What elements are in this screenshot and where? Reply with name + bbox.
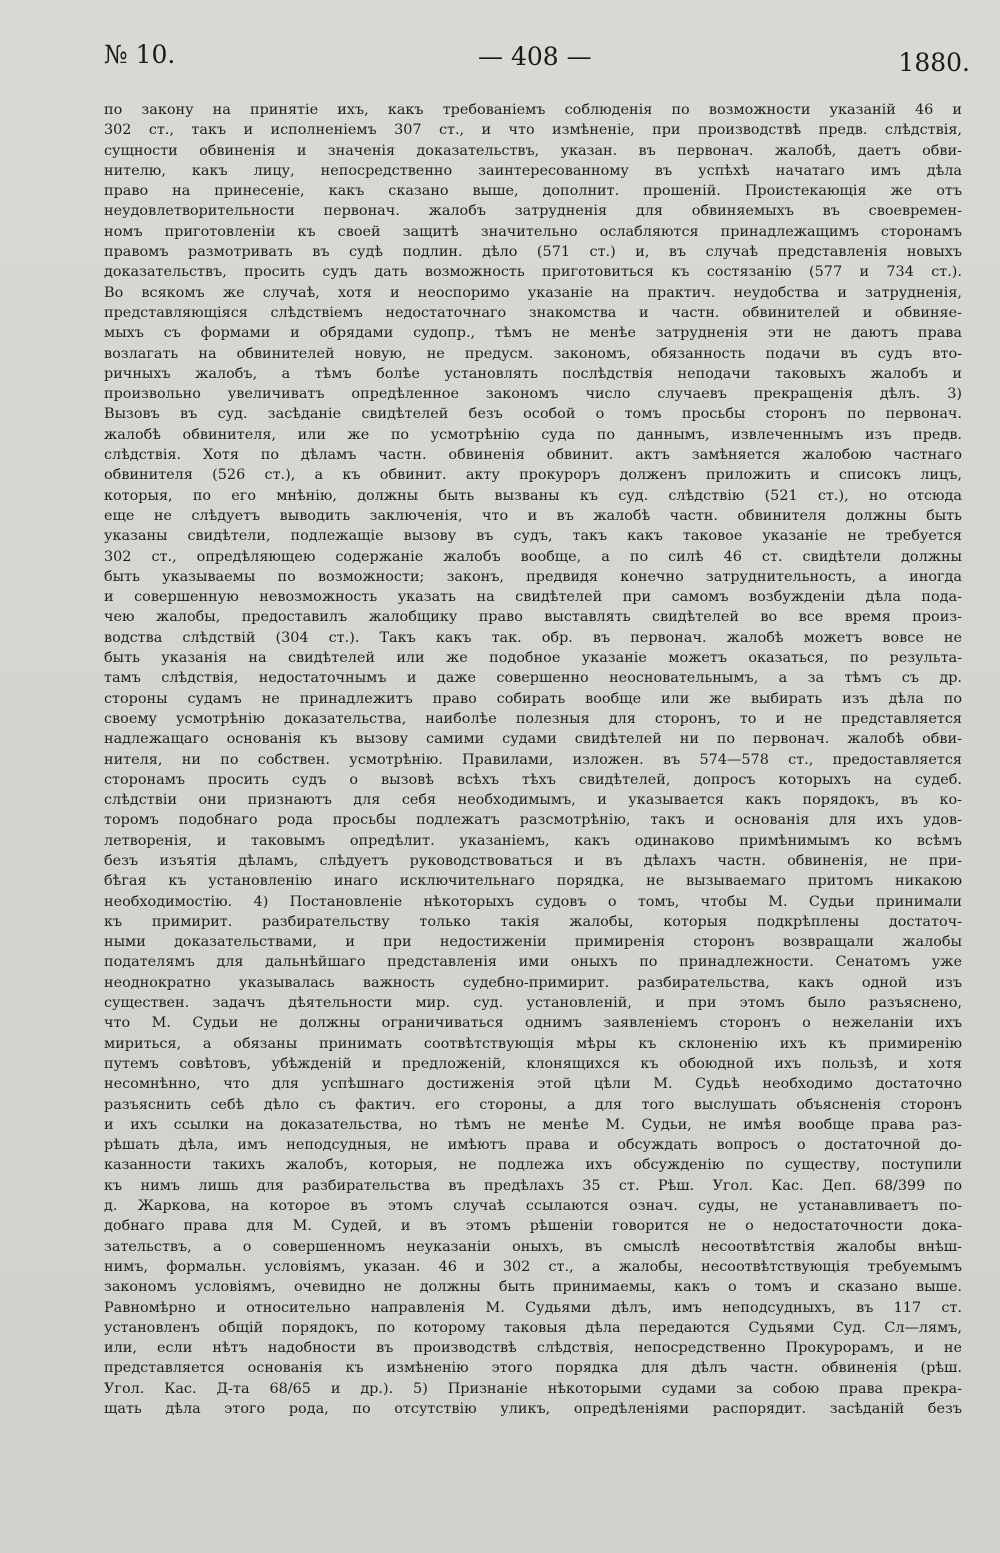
text-line: установленъ общій порядокъ, по которому таковыя дѣла передаются Судьями Суд. Сл—лямъ, bbox=[104, 1319, 962, 1336]
text-line: сущности обвиненія и значенія доказательствъ, указан. въ первонач. жалобѣ, даетъ обви- bbox=[104, 142, 962, 159]
page-number: — 408 — bbox=[478, 42, 592, 71]
text-line: подателямъ для дальнѣйшаго представленія ими оныхъ по принадлежности. Сенатомъ уже bbox=[104, 954, 962, 971]
text-line: торомъ подобнаго рода просьбы подлежатъ разсмотрѣнію, такъ и основанія для ихъ удов- bbox=[104, 812, 962, 829]
text-line: нимъ, формальн. условіямъ, указан. 46 и 302 ст., а жалобы, несоотвѣтствующія требуемымъ bbox=[104, 1258, 962, 1275]
text-line: 302 ст., такъ и исполненіемъ 307 ст., и что измѣненіе, при производствѣ предв. слѣдствія, bbox=[104, 122, 962, 139]
text-line: слѣдствія. Хотя по дѣламъ частн. обвиненія обвинит. актъ замѣняется жалобою частнаго bbox=[104, 447, 962, 464]
text-line: право на принесеніе, какъ сказано выше, дополнит. прошеній. Проистекающія же отъ bbox=[104, 183, 962, 200]
text-line: и совершенную невозможность указать на свидѣтелей при самомъ возбужденіи дѣла пода- bbox=[104, 589, 962, 606]
text-line: ными доказательствами, и при недостиженіи примиренія сторонъ возвращали жалобы bbox=[104, 934, 962, 951]
text-line: мыхъ съ формами и обрядами судопр., тѣмъ не менѣе затрудненія эти не даютъ права bbox=[104, 325, 962, 342]
text-line: рѣшать дѣла, имъ неподсудныя, не имѣютъ права и обсуждать вопросъ о достаточной до- bbox=[104, 1137, 962, 1154]
text-line: сторонамъ просить судъ о вызовѣ всѣхъ тѣхъ свидѣтелей, допросъ которыхъ на судеб. bbox=[104, 771, 962, 788]
text-line: путемъ совѣтовъ, убѣжденій и предложеній, клонящихся къ обоюдной ихъ пользѣ, и хотя bbox=[104, 1055, 962, 1072]
text-line: закономъ условіямъ, очевидно не должны быть принимаемы, какъ о томъ и сказано выше. bbox=[104, 1279, 962, 1296]
text-line: щать дѣла этого рода, по отсутствію уликъ, опредѣленіями распорядит. засѣданій безъ bbox=[104, 1401, 962, 1417]
text-line: представляющіяся слѣдствіемъ недостаточнаго знакомства и частн. обвинителей и обвиняе- bbox=[104, 304, 962, 321]
text-line: по закону на принятіе ихъ, какъ требованіемъ соблюденія по возможности указаній 46 и bbox=[104, 102, 962, 118]
text-line: номъ приготовленіи къ своей защитѣ значительно ослабляются принадлежащимъ сторонамъ bbox=[104, 223, 962, 240]
text-line: къ нимъ лишь для разбирательства въ предѣлахъ 35 ст. Рѣш. Угол. Кас. Деп. 68/399 по bbox=[104, 1177, 962, 1194]
text-line: стороны судамъ не принадлежитъ право собирать вообще или же выбирать изъ дѣла по bbox=[104, 690, 962, 707]
text-line: что М. Судьи не должны ограничиваться однимъ заявленіемъ сторонъ о нежеланіи ихъ bbox=[104, 1015, 962, 1032]
text-line: обвинителя (526 ст.), а къ обвинит. акту прокуроръ долженъ приложить и списокъ лицъ, bbox=[104, 467, 962, 484]
text-line: слѣдствіи они признаютъ для себя необходимымъ, и указывается какъ порядокъ, въ ко- bbox=[104, 792, 962, 809]
text-line: чею жалобы, предоставилъ жалобщику право выставлять свидѣтелей во все время произ- bbox=[104, 609, 962, 626]
issue-number: № 10. bbox=[104, 40, 176, 69]
text-line: доказательствъ, просить судъ дать возможность приготовиться къ состязанію (577 и 734 ст.). bbox=[104, 264, 962, 281]
text-line: необходимостію. 4) Постановленіе нѣкоторыхъ судовъ о томъ, чтобы М. Судьи принимали bbox=[104, 893, 962, 910]
text-line: Равномѣрно и относительно направленія М. Судьями дѣлъ, имъ неподсудныхъ, въ 117 ст. bbox=[104, 1299, 962, 1316]
text-line: летворенія, и таковымъ опредѣлит. указаніемъ, какъ одинаково примѣнимымъ ко всѣмъ bbox=[104, 832, 962, 849]
text-line: надлежащаго основанія къ вызову самими судами свидѣтелей ни по первонач. жалобѣ обви- bbox=[104, 731, 962, 748]
text-line: Во всякомъ же случаѣ, хотя и неоспоримо указаніе на практич. неудобства и затрудненія, bbox=[104, 284, 962, 301]
text-line: представляется основанія къ измѣненію этого порядка для дѣлъ частн. обвиненія (рѣш. bbox=[104, 1360, 962, 1377]
year: 1880. bbox=[898, 48, 970, 77]
text-line: разъяснить себѣ дѣло съ фактич. его стороны, а для того выслушать объясненія сторонъ bbox=[104, 1096, 962, 1113]
text-line: быть указываемы по возможности; законъ, предвидя конечно затруднительность, а иногда bbox=[104, 568, 962, 585]
text-line: безъ изъятія дѣламъ, слѣдуетъ руководствоваться и въ дѣлахъ частн. обвиненія, не при- bbox=[104, 852, 962, 869]
page-header bbox=[104, 40, 970, 100]
text-line: еще не слѣдуетъ выводить заключенія, что и въ жалобѣ частн. обвинителя должны быть bbox=[104, 507, 962, 524]
text-line: добнаго права для М. Судей, и въ этомъ рѣшеніи говорится не о недостаточности дока- bbox=[104, 1218, 962, 1235]
text-line: существен. задачъ дѣятельности мир. суд. установленій, и при этомъ было разъяснено, bbox=[104, 995, 962, 1012]
text-line: Вызовъ въ суд. засѣданіе свидѣтелей безъ особой о томъ просьбы сторонъ по первонач. bbox=[104, 406, 962, 423]
text-line: нителя, ни по собствен. усмотрѣнію. Правилами, изложен. въ 574—578 ст., предоставляется bbox=[104, 751, 962, 768]
text-line: или, если нѣтъ надобности въ производствѣ слѣдствія, непосредственно Прокурорамъ, и не bbox=[104, 1340, 962, 1357]
text-line: 302 ст., опредѣляющею содержаніе жалобъ вообще, а по силѣ 46 ст. свидѣтели должны bbox=[104, 548, 962, 565]
text-line: зательствъ, а о совершенномъ неуказаніи оныхъ, въ смыслѣ несоотвѣтствія жалобы внѣш- bbox=[104, 1238, 962, 1255]
text-line: своему усмотрѣнію доказательства, наиболѣе полезныя для сторонъ, то и не представляется bbox=[104, 710, 962, 727]
text-line: бѣгая къ установленію инаго исключительнаго порядка, не вызываемаго притомъ никакою bbox=[104, 873, 962, 890]
body-text bbox=[104, 100, 962, 1419]
text-line: возлагать на обвинителей новую, не предусм. закономъ, обязанность подачи въ судъ вто- bbox=[104, 345, 962, 362]
text-line: нителю, какъ лицу, непосредственно заинтересованному въ успѣхѣ начатаго имъ дѣла bbox=[104, 162, 962, 179]
text-line: жалобѣ обвинителя, или же по усмотрѣнію суда по даннымъ, извлеченнымъ изъ предв. bbox=[104, 426, 962, 443]
text-line: казанности такихъ жалобъ, которыя, не подлежа ихъ обсужденію по существу, поступили bbox=[104, 1157, 962, 1174]
text-line: произвольно увеличиватъ опредѣленное закономъ число случаевъ прекращенія дѣлъ. 3) bbox=[104, 386, 962, 403]
text-line: неудовлетворительности первонач. жалобъ затрудненія для обвиняемыхъ въ своевремен- bbox=[104, 203, 962, 220]
text-line: и ихъ ссылки на доказательства, но тѣмъ не менѣе М. Судьи, не имѣя вообще права раз- bbox=[104, 1116, 962, 1133]
text-line: тамъ слѣдствія, недостаточнымъ и даже совершенно неосновательнымъ, а за тѣмъ съ др. bbox=[104, 670, 962, 687]
text-line: неоднократно указывалась важность судебно-примирит. разбирательства, какъ одной изъ bbox=[104, 974, 962, 991]
text-line: д. Жаркова, на которое въ этомъ случаѣ ссылаются означ. суды, не устанавливаетъ по- bbox=[104, 1198, 962, 1215]
text-line: быть указанія на свидѣтелей или же подобное указаніе можетъ оказаться, по результа- bbox=[104, 650, 962, 667]
text-line: мириться, а обязаны принимать соотвѣтствующія мѣры къ склоненію ихъ къ примиренію bbox=[104, 1035, 962, 1052]
text-line: которыя, по его мнѣнію, должны быть вызваны къ суд. слѣдствію (521 ст.), но отсюда bbox=[104, 487, 962, 504]
text-line: водства слѣдствій (304 ст.). Такъ какъ так. обр. въ первонач. жалобѣ можетъ вовсе не bbox=[104, 629, 962, 646]
text-line: ричныхъ жалобъ, а тѣмъ болѣе установлять послѣдствія неподачи таковыхъ жалобъ и bbox=[104, 365, 962, 382]
text-line: правомъ размотривать въ судѣ подлин. дѣло (571 ст.) и, въ случаѣ представленія новыхъ bbox=[104, 244, 962, 261]
text-line: Угол. Кас. Д-та 68/65 и др.). 5) Признаніе нѣкоторыми судами за собою права прекра- bbox=[104, 1380, 962, 1397]
text-line: къ примирит. разбирательству только такія жалобы, которыя подкрѣплены достаточ- bbox=[104, 913, 962, 930]
text-line: несомнѣнно, что для успѣшнаго достиженія этой цѣли М. Судьѣ необходимо достаточно bbox=[104, 1076, 962, 1093]
text-line: указаны свидѣтели, подлежащіе вызову въ судъ, такъ какъ таковое указаніе не требуется bbox=[104, 528, 962, 545]
